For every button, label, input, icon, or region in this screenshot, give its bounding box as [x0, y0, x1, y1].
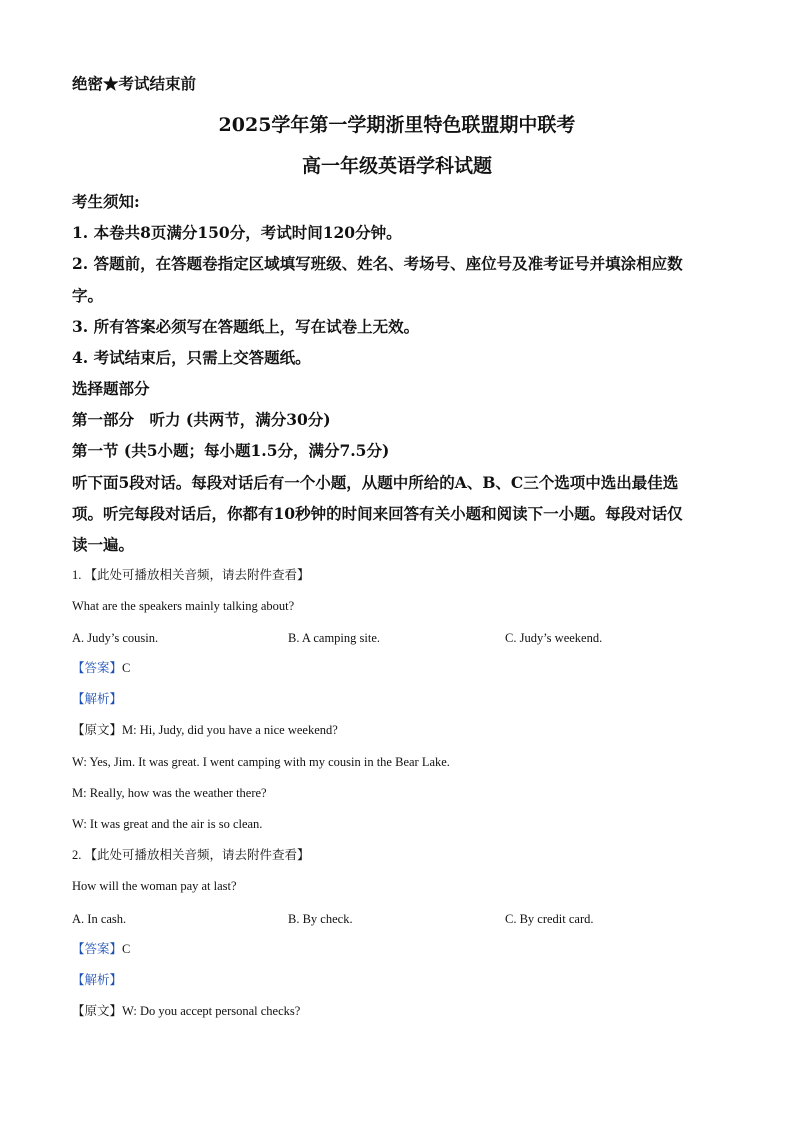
q2-option-a: A. In cash.: [72, 912, 127, 926]
notice-item-1: 1. 本卷共8页满分150分，考试时间120分钟。: [72, 223, 402, 242]
q1-original-line-3: M: Really, how was the weather there?: [72, 786, 267, 800]
q2-option-c: C. By credit card.: [505, 912, 594, 926]
notice-item-2: 2. 答题前，在答题卷指定区域填写班级、姓名、考场号、座位号及准考证号并填涂相应数: [72, 254, 683, 273]
q2-question: How will the woman pay at last?: [72, 879, 237, 893]
notice-heading: 考生须知:: [72, 192, 140, 211]
q1-option-c: C. Judy’s weekend.: [505, 631, 603, 645]
original-tag: 【原文】: [72, 1004, 123, 1018]
q1-question: What are the speakers mainly talking about?: [72, 599, 295, 613]
q1-option-a: A. Judy’s cousin.: [72, 631, 159, 645]
transcript-text: M: Hi, Judy, did you have a nice weekend?: [122, 723, 338, 737]
confidential-label: 绝密★考试结束前: [72, 74, 197, 93]
q2-option-b: B. By check.: [288, 912, 353, 926]
section-part1: 第一部分 听力 (共两节，满分30分): [72, 410, 331, 429]
instructions-line-3: 读一遍。: [72, 535, 135, 554]
q1-original-line-4: W: It was great and the air is so clean.: [72, 817, 263, 831]
q2-audio-link[interactable]: 2. 【此处可播放相关音频，请去附件查看】: [72, 848, 310, 862]
notice-item-3: 3. 所有答案必须写在答题纸上，写在试卷上无效。: [72, 317, 420, 336]
q2-analysis-tag: 【解析】: [72, 973, 123, 987]
answer-tag: 【答案】: [72, 661, 123, 675]
answer-tag: 【答案】: [72, 942, 123, 956]
q2-answer: [72, 943, 130, 956]
exam-title: 2025学年第一学期浙里特色联盟期中联考: [218, 114, 576, 136]
q1-audio-link[interactable]: 1. 【此处可播放相关音频，请去附件查看】: [72, 568, 310, 582]
q1-original-line-1: [72, 724, 338, 737]
notice-item-4: 4. 考试结束后，只需上交答题纸。: [72, 348, 311, 367]
transcript-text: W: Do you accept personal checks?: [122, 1004, 301, 1018]
q2-original-line-1: [72, 1005, 300, 1018]
section-sub1: 第一节 (共5小题；每小题1.5分，满分7.5分): [72, 441, 390, 460]
original-tag: 【原文】: [72, 723, 123, 737]
instructions-line-1: 听下面5段对话。每段对话后有一个小题，从题中所给的A、B、C三个选项中选出最佳选: [72, 473, 679, 492]
notice-item-2-cont: 字。: [72, 286, 104, 305]
q1-answer: [72, 662, 130, 675]
instructions-line-2: 项。听完每段对话后，你都有10秒钟的时间来回答有关小题和阅读下一小题。每段对话仅: [72, 504, 683, 523]
q1-original-line-2: W: Yes, Jim. It was great. I went camping with my cousin in the Bear Lake.: [72, 755, 450, 769]
q1-option-b: B. A camping site.: [288, 631, 381, 645]
exam-subtitle: 高一年级英语学科试题: [301, 155, 492, 177]
answer-value: C: [122, 942, 131, 956]
answer-value: C: [122, 661, 131, 675]
q1-analysis-tag: 【解析】: [72, 692, 123, 706]
section-choice: 选择题部分: [72, 379, 150, 398]
